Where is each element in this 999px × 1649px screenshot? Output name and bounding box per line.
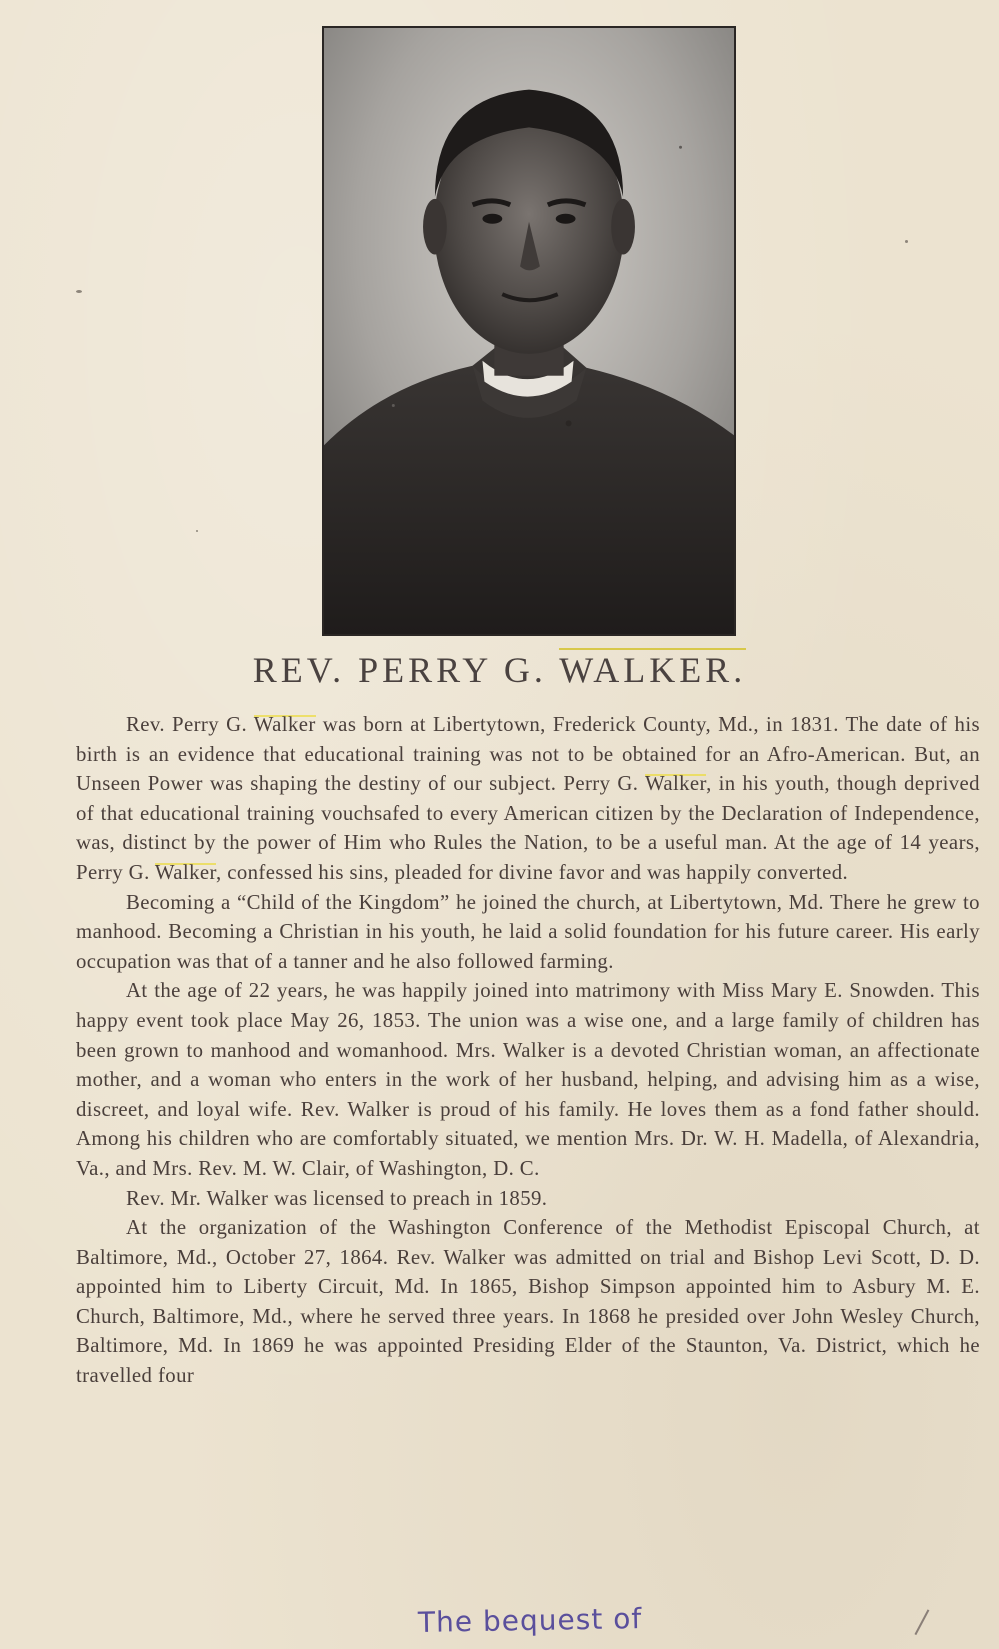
paper-speck <box>196 530 198 532</box>
portrait-illustration <box>324 28 734 634</box>
paragraph-4: Rev. Mr. Walker was licensed to preach in 1859. <box>126 1186 548 1210</box>
library-stamp: The bequest of <box>417 1602 643 1639</box>
paragraph-2: Becoming a “Child of the Kingdom” he joined the church, at Libertytown, Md. There he grew to manhood. Becoming a Christian in his youth, he laid a solid foundation for his future career. His early occupation was that of a tanner and he also followed farming. <box>76 890 980 973</box>
page-title <box>0 648 999 692</box>
highlighted-word: Walker <box>253 713 316 736</box>
paragraph-1-text-b: was born at Libertytown, Frederick County, Md., in 1831. The date of his birth is an evidence that educational training was not to be obtained for an Afro-American. But, an Unseen Power was shaping the destiny of our subject. Perry G. <box>76 713 980 796</box>
paragraph-5: At the organization of the Washington Conference of the Methodist Episcopal Church, at Baltimore, Md., October 27, 1864. Rev. Walker was admitted on trial and Bishop Levi Scott, D. D. appointed him to Liberty Circuit, Md. In 1865, Bishop Simpson appointed him to Asbury M. E. Church, Baltimore, Md., where he served three years. In 1868 he presided over John Wesley Church, Baltimore, Md. In 1869 he was appointed Presiding Elder of the Staunton, Va. District, which he travelled four <box>76 1216 980 1388</box>
paragraph-1-text-c: , in his youth, though deprived of that educational training vouchsafed to every American citizen by the Declaration of Independence, was, distinct by the power of Him who Rules the Nation, to be a useful man. At the age of 14 years, Perry G. <box>76 772 980 884</box>
biography-text <box>76 710 980 1391</box>
paragraph-1-text-d: , confessed his sins, pleaded for divine favor and was happily converted. <box>216 860 849 884</box>
paper-speck <box>76 290 82 293</box>
paragraph-1 <box>76 710 980 888</box>
pencil-mark <box>914 1609 943 1642</box>
paragraph-3: At the age of 22 years, he was happily joined into matrimony with Miss Mary E. Snowden. This happy event took place May 26, 1853. The union was a wise one, and a large family of children has been grown to manhood and womanhood. Mrs. Walker is a devoted Christian woman, an affectionate mother, and a woman who enters in the work of her husband, helping, and advising him as a wise, discreet, and loyal wife. Rev. Walker is proud of his family. He loves them as a fond father should. Among his children who are comfortably situated, we mention Mrs. Dr. W. H. Madella, of Alexandria, Va., and Mrs. Rev. M. W. Clair, of Washington, D. C. <box>76 979 980 1180</box>
highlighted-word: Walker <box>154 860 216 884</box>
highlighted-word: Walker <box>644 772 707 796</box>
paragraph-1-text-a: Rev. Perry G. <box>126 713 254 736</box>
paper-speck <box>905 240 908 243</box>
portrait-photo <box>322 26 736 636</box>
title-surname-highlighted: WALKER. <box>559 650 747 690</box>
title-name: REV. PERRY G. <box>252 650 547 690</box>
